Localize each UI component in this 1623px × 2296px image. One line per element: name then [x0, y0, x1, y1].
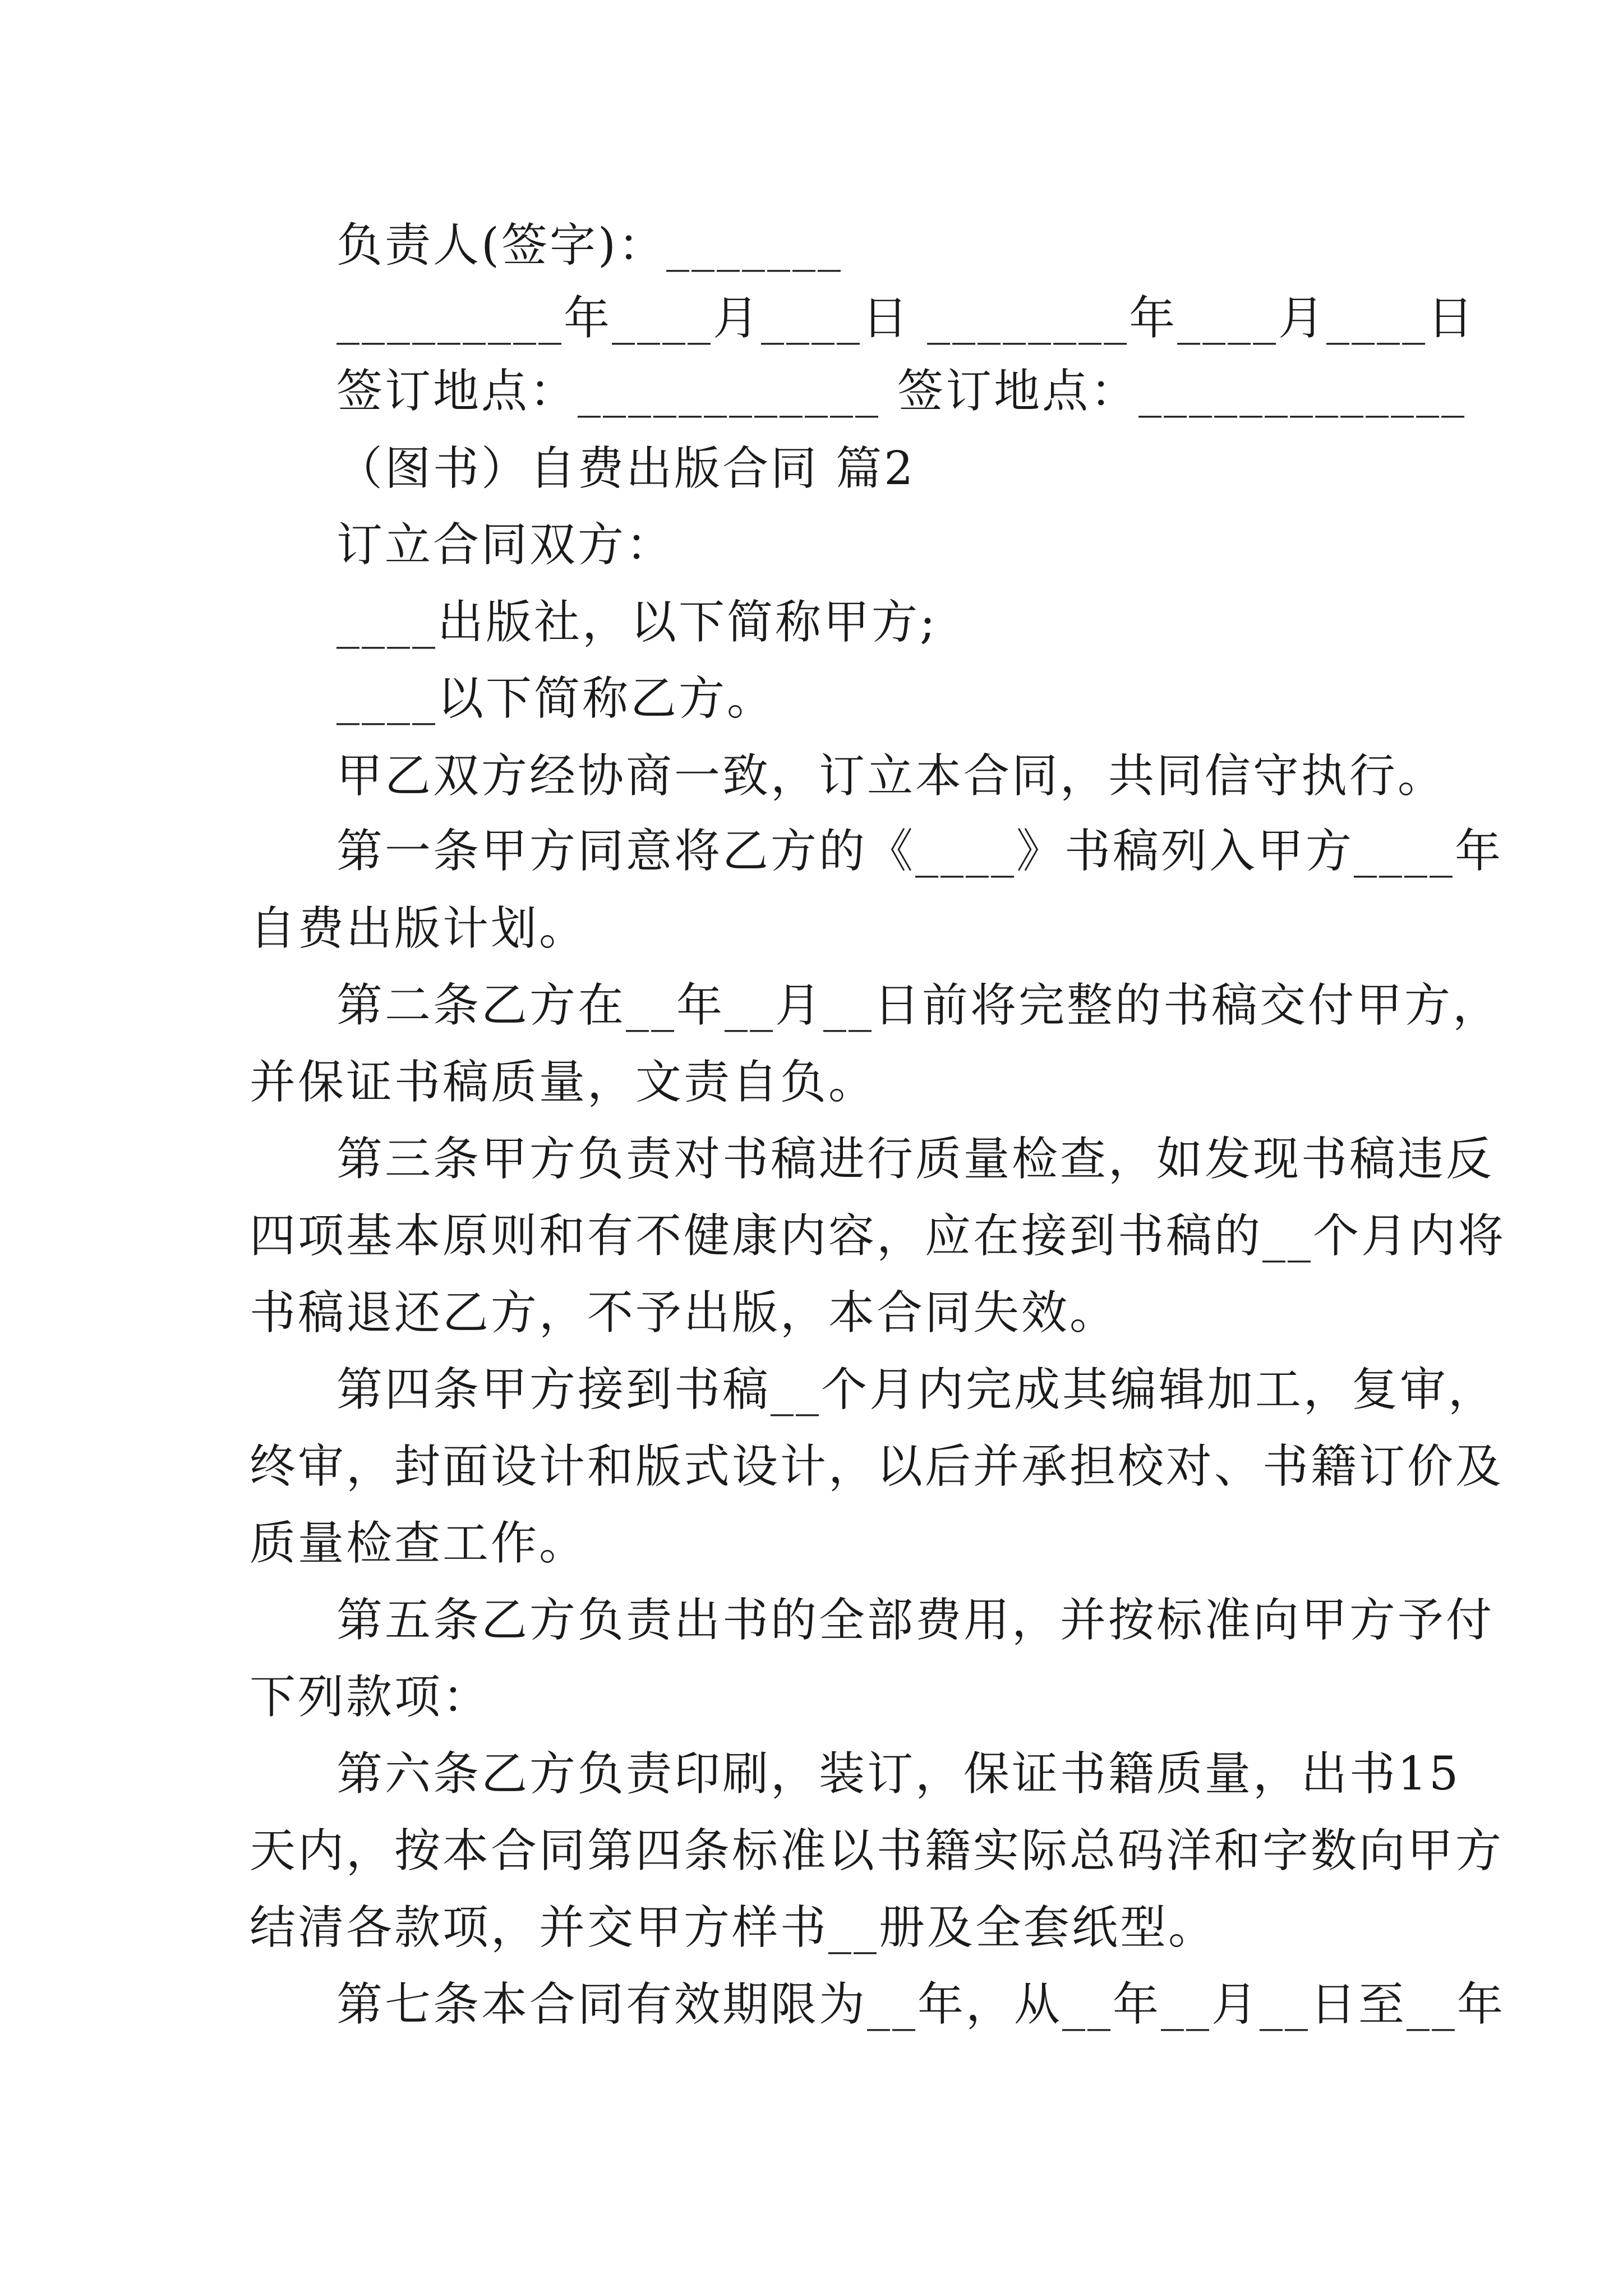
article-2-line: 第二条乙方在__年__月__日前将完整的书稿交付甲方， [336, 979, 1501, 1032]
article-1-line: 自费出版计划。 [250, 902, 588, 955]
paragraph-line: 订立合同双方： [336, 518, 675, 572]
article-3-line: 书稿退还乙方，不予出版，本合同失效。 [250, 1286, 1118, 1340]
article-1-line: 第一条甲方同意将乙方的《____》书稿列入甲方____年 [336, 825, 1504, 878]
article-7-line: 第七条本合同有效期限为__年，从__年__月__日至__年 [336, 1978, 1506, 2031]
article-5-line: 下列款项： [250, 1671, 491, 1724]
contract-heading: （图书）自费出版合同 篇2 [336, 442, 916, 495]
article-5-line: 第五条乙方负责出书的全部费用，并按标准向甲方予付 [336, 1594, 1495, 1647]
article-6-line: 第六条乙方负责印刷，装订，保证书籍质量，出书15 [336, 1747, 1461, 1801]
article-6-line: 天内，按本合同第四条标准以书籍实际总码洋和字数向甲方 [250, 1824, 1504, 1878]
article-4-line: 终审，封面设计和版式设计，以后并承担校对、书籍订价及 [250, 1440, 1504, 1493]
article-2-line: 并保证书稿质量，文责自负。 [250, 1056, 877, 1109]
signing-place-line: 签订地点：____________ 签订地点：_____________ [336, 365, 1467, 418]
article-4-line: 第四条甲方接到书稿__个月内完成其编辑加工，复审， [336, 1363, 1497, 1416]
article-3-line: 四项基本原则和有不健康内容，应在接到书稿的__个月内将 [250, 1209, 1506, 1263]
paragraph-line: ____出版社，以下简称甲方; [336, 596, 938, 649]
date-line: _________年____月____日 ________年____月____日 [336, 292, 1476, 345]
paragraph-line: 甲乙双方经协商一致，订立本合同，共同信守执行。 [336, 749, 1446, 803]
article-3-line: 第三条甲方负责对书稿进行质量检查，如发现书稿违反 [336, 1133, 1495, 1186]
paragraph-line: ____以下简称乙方。 [336, 672, 776, 725]
article-4-line: 质量检查工作。 [250, 1517, 588, 1570]
signature-line: 负责人(签字)：_______ [336, 219, 843, 272]
article-6-line: 结清各款项，并交甲方样书__册及全套纸型。 [250, 1901, 1217, 1954]
